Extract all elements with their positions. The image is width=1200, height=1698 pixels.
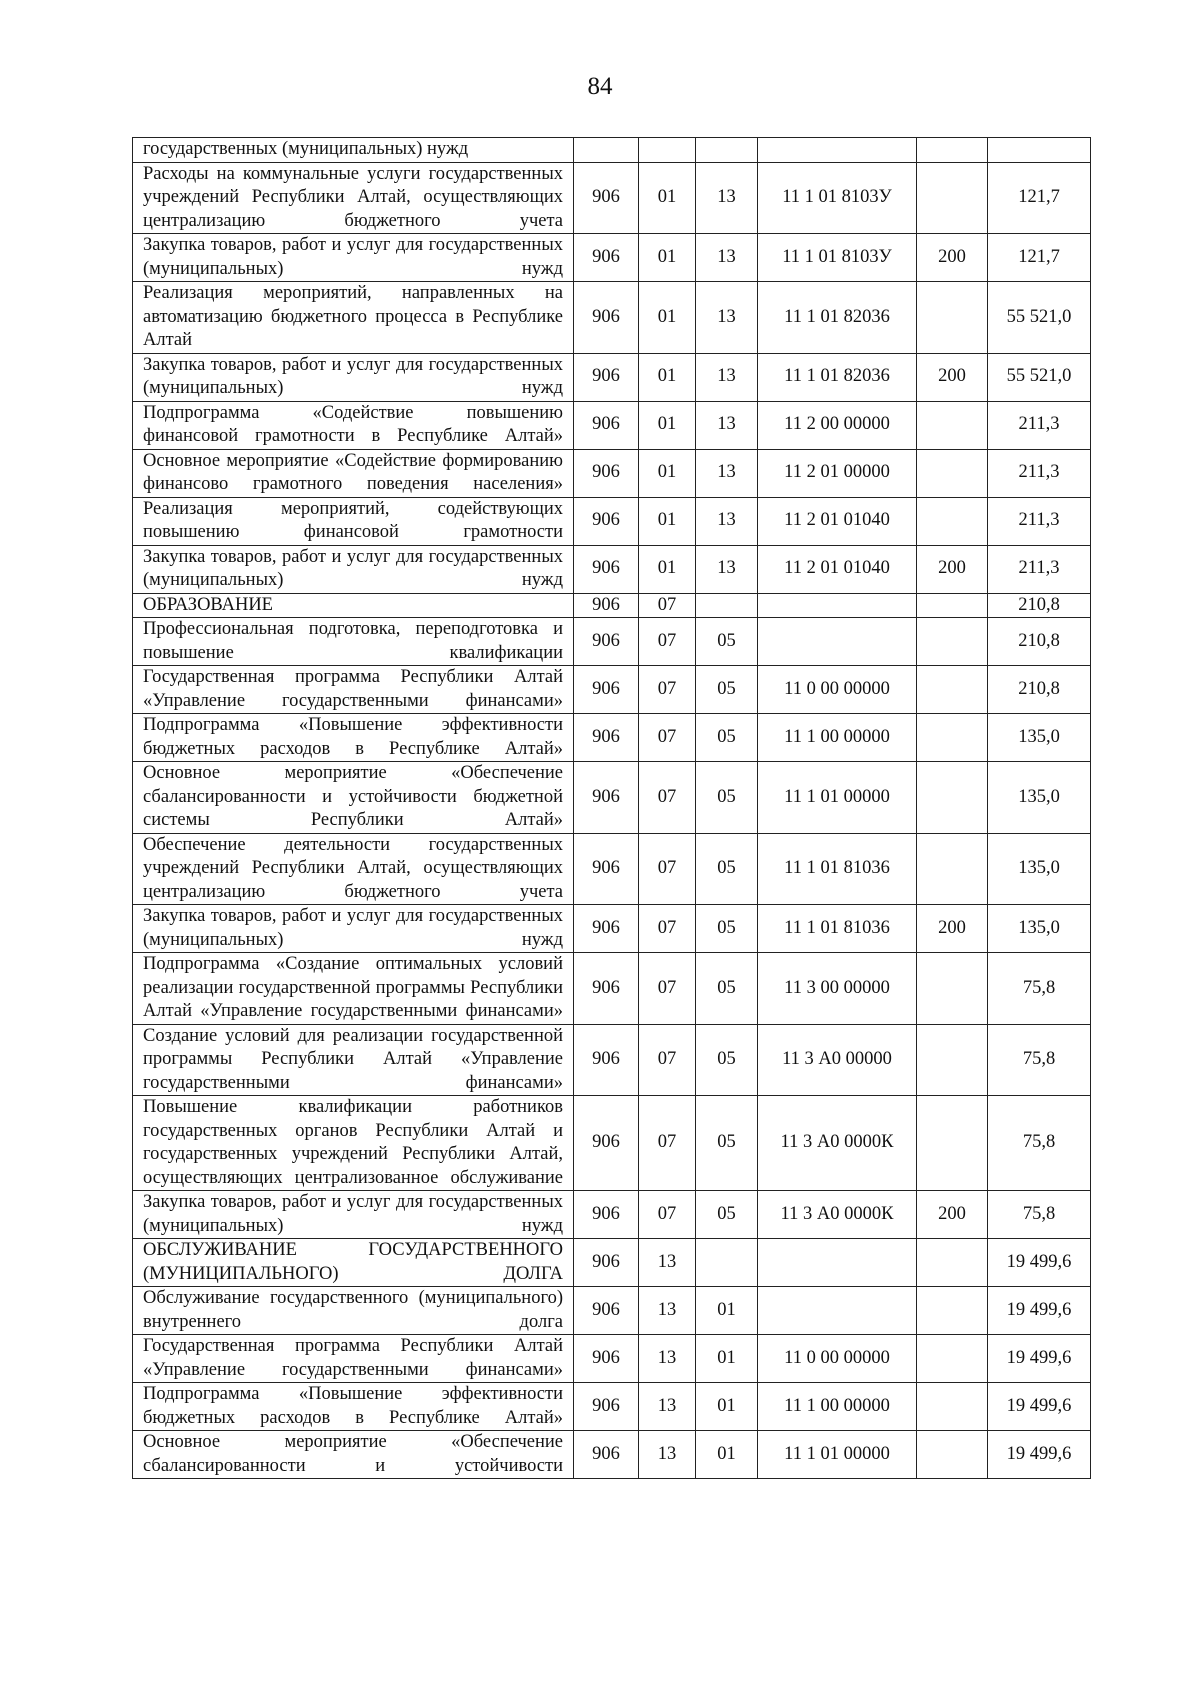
budget-table [132,137,1091,1479]
row-pr-cell: 05 [696,714,758,762]
row-gr-cell: 906 [574,1239,639,1287]
row-rz-cell: 07 [639,953,696,1025]
row-rz-cell: 13 [639,1287,696,1335]
row-name-cell: Реализация мероприятий, направленных на автоматизацию бюджетного процесса в Республике Алтай [133,282,574,354]
row-vr-cell [917,762,988,834]
row-name-cell: Государственная программа Республики Алтай «Управление государственными финансами» [133,666,574,714]
table-row [133,1431,1091,1479]
row-sum-cell: 19 499,6 [988,1383,1091,1431]
table-row [133,666,1091,714]
row-rz-cell: 07 [639,1096,696,1191]
row-sum-cell: 19 499,6 [988,1335,1091,1383]
row-cs-cell: 11 3 А0 0000К [758,1191,917,1239]
row-sum-cell: 135,0 [988,833,1091,905]
row-cs-cell: 11 1 00 00000 [758,1383,917,1431]
table-row [133,833,1091,905]
row-sum-cell: 211,3 [988,497,1091,545]
row-gr-cell: 906 [574,666,639,714]
row-sum-cell: 121,7 [988,234,1091,282]
row-pr-cell [696,138,758,163]
row-pr-cell: 05 [696,618,758,666]
table-row [133,1096,1091,1191]
row-pr-cell: 05 [696,833,758,905]
table-row [133,497,1091,545]
row-vr-cell [917,1287,988,1335]
table-row [133,353,1091,401]
row-gr-cell: 906 [574,714,639,762]
row-vr-cell [917,714,988,762]
table-row [133,138,1091,163]
row-pr-cell: 13 [696,234,758,282]
row-sum-cell: 121,7 [988,162,1091,234]
row-vr-cell [917,833,988,905]
row-name-cell: Подпрограмма «Создание оптимальных условий реализации государственной программы Республики Алтай «Управление государственными финансами» [133,953,574,1025]
row-rz-cell: 07 [639,714,696,762]
row-pr-cell [696,1239,758,1287]
row-vr-cell [917,1383,988,1431]
row-sum-cell: 19 499,6 [988,1239,1091,1287]
row-name-cell: Подпрограмма «Повышение эффективности бюджетных расходов в Республике Алтай» [133,1383,574,1431]
row-cs-cell: 11 1 01 81036 [758,833,917,905]
row-gr-cell: 906 [574,545,639,593]
row-pr-cell: 05 [696,1024,758,1096]
row-rz-cell: 13 [639,1239,696,1287]
row-vr-cell [917,593,988,618]
row-name-cell: Государственная программа Республики Алтай «Управление государственными финансами» [133,1335,574,1383]
table-row [133,714,1091,762]
row-cs-cell: 11 1 01 81036 [758,905,917,953]
row-sum-cell: 211,3 [988,545,1091,593]
row-cs-cell [758,1239,917,1287]
row-rz-cell: 07 [639,833,696,905]
row-name-cell: Обслуживание государственного (муниципального) внутреннего долга [133,1287,574,1335]
row-sum-cell: 19 499,6 [988,1431,1091,1479]
row-gr-cell: 906 [574,401,639,449]
row-rz-cell: 01 [639,234,696,282]
row-rz-cell: 07 [639,905,696,953]
row-cs-cell: 11 1 01 8103У [758,234,917,282]
row-rz-cell: 07 [639,1191,696,1239]
table-row [133,545,1091,593]
row-sum-cell: 55 521,0 [988,353,1091,401]
row-vr-cell [917,953,988,1025]
row-vr-cell [917,1431,988,1479]
table-row [133,449,1091,497]
row-sum-cell: 75,8 [988,1191,1091,1239]
row-sum-cell [988,138,1091,163]
table-row [133,1024,1091,1096]
row-gr-cell: 906 [574,618,639,666]
row-cs-cell: 11 0 00 00000 [758,1335,917,1383]
row-name-cell: Подпрограмма «Содействие повышению финансовой грамотности в Республике Алтай» [133,401,574,449]
row-gr-cell: 906 [574,1287,639,1335]
row-sum-cell: 55 521,0 [988,282,1091,354]
row-rz-cell: 01 [639,401,696,449]
row-vr-cell: 200 [917,353,988,401]
row-pr-cell: 05 [696,953,758,1025]
row-name-cell: Профессиональная подготовка, переподготовка и повышение квалификации [133,618,574,666]
row-sum-cell: 75,8 [988,953,1091,1025]
page-number: 84 [587,73,613,100]
row-gr-cell: 906 [574,1096,639,1191]
row-pr-cell [696,593,758,618]
row-sum-cell: 75,8 [988,1096,1091,1191]
row-vr-cell [917,1239,988,1287]
table-row [133,593,1091,618]
row-rz-cell: 13 [639,1431,696,1479]
row-sum-cell: 211,3 [988,449,1091,497]
row-rz-cell: 01 [639,449,696,497]
row-vr-cell: 200 [917,1191,988,1239]
row-vr-cell [917,1096,988,1191]
row-cs-cell: 11 1 01 00000 [758,762,917,834]
row-sum-cell: 210,8 [988,666,1091,714]
row-rz-cell: 07 [639,593,696,618]
row-name-cell: Закупка товаров, работ и услуг для государственных (муниципальных) нужд [133,905,574,953]
row-cs-cell: 11 3 А0 00000 [758,1024,917,1096]
table-row [133,618,1091,666]
table-row [133,401,1091,449]
row-name-cell: ОБСЛУЖИВАНИЕ ГОСУДАРСТВЕННОГО (МУНИЦИПАЛЬНОГО) ДОЛГА [133,1239,574,1287]
row-sum-cell: 135,0 [988,762,1091,834]
row-pr-cell: 05 [696,905,758,953]
row-rz-cell: 07 [639,618,696,666]
row-vr-cell [917,401,988,449]
row-name-cell: Расходы на коммунальные услуги государственных учреждений Республики Алтай, осуществляющих централизацию бюджетного учета [133,162,574,234]
row-cs-cell [758,618,917,666]
row-sum-cell: 211,3 [988,401,1091,449]
row-name-cell: Основное мероприятие «Обеспечение сбалансированности и устойчивости [133,1431,574,1479]
row-name-cell: Подпрограмма «Повышение эффективности бюджетных расходов в Республике Алтай» [133,714,574,762]
row-pr-cell: 05 [696,762,758,834]
row-cs-cell: 11 3 А0 0000К [758,1096,917,1191]
row-rz-cell: 01 [639,282,696,354]
row-rz-cell: 01 [639,353,696,401]
row-pr-cell: 13 [696,353,758,401]
row-cs-cell: 11 2 00 00000 [758,401,917,449]
row-pr-cell: 01 [696,1335,758,1383]
row-sum-cell: 210,8 [988,593,1091,618]
row-name-cell: Основное мероприятие «Обеспечение сбалансированности и устойчивости бюджетной системы Республики Алтай» [133,762,574,834]
row-sum-cell: 210,8 [988,618,1091,666]
row-pr-cell: 01 [696,1431,758,1479]
table-row [133,1335,1091,1383]
row-name-cell: Закупка товаров, работ и услуг для государственных (муниципальных) нужд [133,353,574,401]
row-gr-cell: 906 [574,1335,639,1383]
row-name-cell: Создание условий для реализации государственной программы Республики Алтай «Управление государственными финансами» [133,1024,574,1096]
row-vr-cell [917,1335,988,1383]
row-pr-cell: 05 [696,666,758,714]
row-name-cell: Реализация мероприятий, содействующих повышению финансовой грамотности [133,497,574,545]
row-gr-cell: 906 [574,762,639,834]
row-vr-cell [917,162,988,234]
table-row [133,282,1091,354]
row-vr-cell [917,1024,988,1096]
row-gr-cell: 906 [574,905,639,953]
row-name-cell: ОБРАЗОВАНИЕ [133,593,574,618]
row-pr-cell: 13 [696,449,758,497]
row-cs-cell: 11 2 01 00000 [758,449,917,497]
row-gr-cell: 906 [574,1024,639,1096]
row-name-cell: Основное мероприятие «Содействие формированию финансово грамотного поведения населения» [133,449,574,497]
row-gr-cell: 906 [574,593,639,618]
row-pr-cell: 13 [696,401,758,449]
row-cs-cell: 11 2 01 01040 [758,545,917,593]
row-vr-cell: 200 [917,234,988,282]
row-name-cell: государственных (муниципальных) нужд [133,138,574,163]
row-gr-cell: 906 [574,1191,639,1239]
table-row [133,762,1091,834]
table-row [133,1287,1091,1335]
row-gr-cell [574,138,639,163]
row-cs-cell: 11 2 01 01040 [758,497,917,545]
row-cs-cell [758,138,917,163]
row-gr-cell: 906 [574,1383,639,1431]
row-sum-cell: 75,8 [988,1024,1091,1096]
row-rz-cell [639,138,696,163]
row-name-cell: Повышение квалификации работников государственных органов Республики Алтай и государственных учреждений Республики Алтай, осуществляющих централизованное обслуживание [133,1096,574,1191]
row-vr-cell [917,282,988,354]
row-name-cell: Обеспечение деятельности государственных учреждений Республики Алтай, осуществляющих централизацию бюджетного учета [133,833,574,905]
table-row [133,162,1091,234]
row-name-cell: Закупка товаров, работ и услуг для государственных (муниципальных) нужд [133,234,574,282]
row-gr-cell: 906 [574,953,639,1025]
row-gr-cell: 906 [574,449,639,497]
row-cs-cell: 11 0 00 00000 [758,666,917,714]
row-vr-cell: 200 [917,545,988,593]
row-sum-cell: 19 499,6 [988,1287,1091,1335]
row-vr-cell [917,449,988,497]
row-sum-cell: 135,0 [988,714,1091,762]
row-vr-cell: 200 [917,905,988,953]
table-row [133,234,1091,282]
row-pr-cell: 05 [696,1096,758,1191]
budget-table-body [133,138,1091,1479]
table-row [133,1239,1091,1287]
row-gr-cell: 906 [574,234,639,282]
table-row [133,953,1091,1025]
row-cs-cell: 11 1 00 00000 [758,714,917,762]
row-rz-cell: 01 [639,545,696,593]
row-cs-cell: 11 1 01 00000 [758,1431,917,1479]
row-rz-cell: 07 [639,666,696,714]
row-cs-cell [758,593,917,618]
row-rz-cell: 13 [639,1335,696,1383]
row-vr-cell [917,138,988,163]
row-gr-cell: 906 [574,833,639,905]
row-vr-cell [917,618,988,666]
table-row [133,1383,1091,1431]
table-row [133,1191,1091,1239]
row-name-cell: Закупка товаров, работ и услуг для государственных (муниципальных) нужд [133,545,574,593]
row-pr-cell: 13 [696,282,758,354]
row-name-cell: Закупка товаров, работ и услуг для государственных (муниципальных) нужд [133,1191,574,1239]
row-pr-cell: 13 [696,162,758,234]
row-cs-cell: 11 1 01 82036 [758,282,917,354]
row-pr-cell: 13 [696,497,758,545]
row-cs-cell [758,1287,917,1335]
row-gr-cell: 906 [574,282,639,354]
row-vr-cell [917,666,988,714]
row-pr-cell: 01 [696,1383,758,1431]
row-gr-cell: 906 [574,497,639,545]
row-cs-cell: 11 1 01 82036 [758,353,917,401]
row-gr-cell: 906 [574,162,639,234]
row-rz-cell: 07 [639,762,696,834]
row-rz-cell: 01 [639,162,696,234]
row-cs-cell: 11 3 00 00000 [758,953,917,1025]
row-vr-cell [917,497,988,545]
row-pr-cell: 05 [696,1191,758,1239]
row-pr-cell: 13 [696,545,758,593]
row-cs-cell: 11 1 01 8103У [758,162,917,234]
table-row [133,905,1091,953]
row-pr-cell: 01 [696,1287,758,1335]
row-rz-cell: 01 [639,497,696,545]
row-gr-cell: 906 [574,353,639,401]
row-sum-cell: 135,0 [988,905,1091,953]
row-rz-cell: 13 [639,1383,696,1431]
row-rz-cell: 07 [639,1024,696,1096]
row-gr-cell: 906 [574,1431,639,1479]
